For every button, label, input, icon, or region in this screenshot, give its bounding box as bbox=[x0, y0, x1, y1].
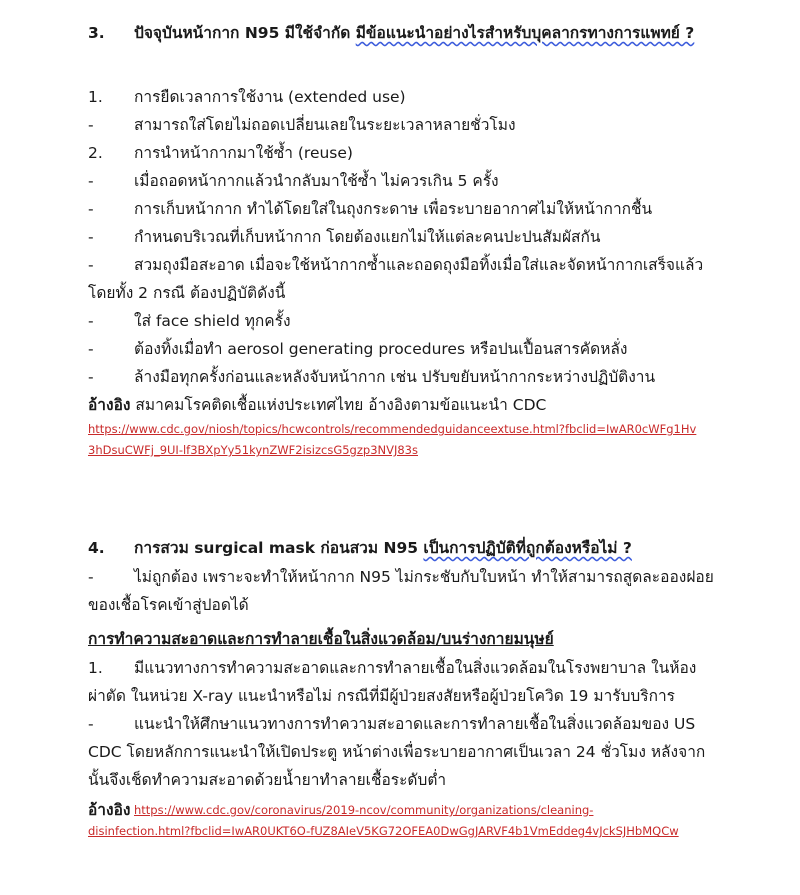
cleaning-p1-marker: 1. bbox=[88, 659, 103, 677]
cleaning-reference-link-line1[interactable]: https://www.cdc.gov/coronavirus/2019-ncov/community/organizations/cleaning- bbox=[134, 803, 594, 817]
cleaning-p2-marker: - bbox=[88, 715, 94, 733]
q3-item-text: สวมถุงมือสะอาด เมื่อจะใช้หน้ากากซ้ำและถอดถุงมือทิ้งเมื่อใส่และจัดหน้ากากเสร็จแล้ว bbox=[134, 256, 704, 274]
q3-continuation: โดยทั้ง 2 กรณี ต้องปฏิบัติดังนี้ bbox=[88, 284, 286, 302]
q4-title bbox=[134, 537, 632, 559]
q3-item-text: การนำหน้ากากมาใช้ซ้ำ (reuse) bbox=[134, 144, 353, 162]
q4-answer-marker: - bbox=[88, 568, 94, 586]
q4-answer-line1: ไม่ถูกต้อง เพราะจะทำให้หน้ากาก N95 ไม่กระชับกับใบหน้า ทำให้สามารถสูดละอองฝอย bbox=[134, 568, 714, 586]
cleaning-reference-label: อ้างอิง bbox=[88, 801, 131, 819]
q3-item-text: เมื่อถอดหน้ากากแล้วนำกลับมาใช้ซ้ำ ไม่ควรเกิน 5 ครั้ง bbox=[134, 172, 499, 190]
q3-item-text: กำหนดบริเวณที่เก็บหน้ากาก โดยต้องแยกไม่ให้แต่ละคนปะปนสัมผัสกัน bbox=[134, 228, 601, 246]
q3-number: 3. bbox=[88, 24, 105, 42]
q4-title-part-b: เป็นการปฏิบัติที่ถูกต้องหรือไม่ ? bbox=[423, 539, 632, 557]
q3-item-marker: - bbox=[88, 200, 94, 218]
cleaning-reference-link-line2[interactable]: disinfection.html?fbclid=IwAR0UKT6O-fUZ8AIeV5KG72OFEA0DwGgJARVF4b1VmEddeg4vJckSJHbMQCw bbox=[88, 824, 679, 838]
q3-item2-text: ใส่ face shield ทุกครั้ง bbox=[134, 312, 291, 330]
q3-item-marker: - bbox=[88, 172, 94, 190]
q3-item2-marker: - bbox=[88, 340, 94, 358]
cleaning-p2-line3: นั้นจึงเช็ดทำความสะอาดด้วยน้ำยาทำลายเชื้อระดับต่ำ bbox=[88, 771, 447, 789]
cleaning-p1-line1: มีแนวทางการทำความสะอาดและการทำลายเชื้อในสิ่งแวดล้อมในโรงพยาบาล ในห้อง bbox=[134, 659, 697, 677]
q3-reference-label: อ้างอิง bbox=[88, 396, 131, 414]
q3-item2-text: ต้องทิ้งเมื่อทำ aerosol generating procedures หรือปนเปื้อนสารคัดหลั่ง bbox=[134, 340, 628, 358]
q3-title-part-b: มีข้อแนะนำอย่างไรสำหรับบุคลากรทางการแพทย์ ? bbox=[355, 24, 695, 42]
q4-number: 4. bbox=[88, 539, 105, 557]
q3-reference bbox=[88, 394, 740, 416]
q4-answer-line2: ของเชื้อโรคเข้าสู่ปอดได้ bbox=[88, 596, 249, 614]
q3-item-marker: 2. bbox=[88, 144, 103, 162]
q3-item-marker: 1. bbox=[88, 88, 103, 106]
q3-item-text: การยืดเวลาการใช้งาน (extended use) bbox=[134, 88, 406, 106]
q3-item2-marker: - bbox=[88, 312, 94, 330]
q3-item-text: การเก็บหน้ากาก ทำได้โดยใส่ในถุงกระดาษ เพื่อระบายอากาศไม่ให้หน้ากากชื้น bbox=[134, 200, 653, 218]
q3-title bbox=[134, 22, 694, 44]
cleaning-p2-line2: CDC โดยหลักการแนะนำให้เปิดประตู หน้าต่างเพื่อระบายอากาศเป็นเวลา 24 ชั่วโมง หลังจาก bbox=[88, 743, 706, 761]
q3-item-text: สามารถใส่โดยไม่ถอดเปลี่ยนเลยในระยะเวลาหลายชั่วโมง bbox=[134, 116, 516, 134]
q3-item-marker: - bbox=[88, 116, 94, 134]
cleaning-p1-line2: ผ่าตัด ในหน่วย X-ray แนะนำหรือไม่ กรณีที่มีผู้ป่วยสงสัยหรือผู้ป่วยโควิด 19 มารับบริการ bbox=[88, 687, 676, 705]
q3-reference-link-line2[interactable]: 3hDsuCWFj_9UI-lf3BXpYy51kynZWF2isizcsG5gzp3NVJ83s bbox=[88, 443, 418, 457]
cleaning-p2-line1: แนะนำให้ศึกษาแนวทางการทำความสะอาดและการทำลายเชื้อในสิ่งแวดล้อมของ US bbox=[134, 715, 696, 733]
q3-reference-text: สมาคมโรคติดเชื้อแห่งประเทศไทย อ้างอิงตามข้อแนะนำ CDC bbox=[130, 396, 547, 414]
q3-item-marker: - bbox=[88, 256, 94, 274]
q3-reference-link-line1[interactable]: https://www.cdc.gov/niosh/topics/hcwcontrols/recommendedguidanceextuse.html?fbclid=IwAR0cWFg1Hv bbox=[88, 422, 697, 436]
q3-item2-text: ล้างมือทุกครั้งก่อนและหลังจับหน้ากาก เช่น ปรับขยับหน้ากากระหว่างปฏิบัติงาน bbox=[134, 368, 656, 386]
q3-item2-marker: - bbox=[88, 368, 94, 386]
q3-title-part-a: ปัจจุบันหน้ากาก N95 มีใช้จำกัด bbox=[134, 24, 356, 42]
q4-title-part-a: การสวม surgical mask ก่อนสวม N95 bbox=[134, 539, 424, 557]
q3-item-marker: - bbox=[88, 228, 94, 246]
cleaning-heading: การทำความสะอาดและการทำลายเชื้อในสิ่งแวดล้อม/บนร่างกายมนุษย์ bbox=[88, 630, 554, 648]
